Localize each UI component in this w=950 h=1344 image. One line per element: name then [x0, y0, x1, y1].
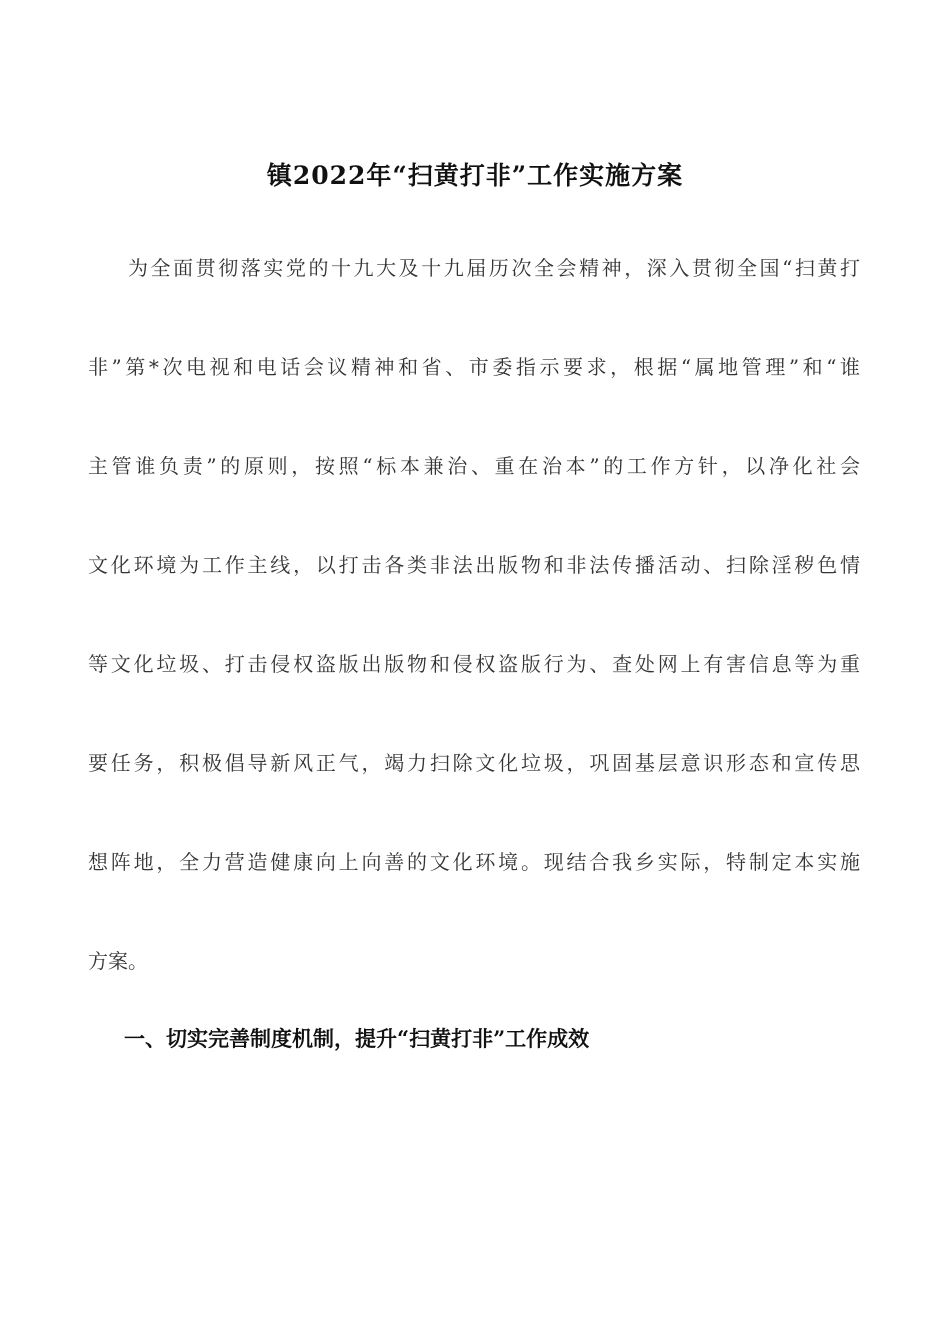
paragraph-line: 等文化垃圾、打击侵权盗版出版物和侵权盗版行为、查处网上有害信息等为重: [88, 652, 860, 676]
paragraph-line: 要任务，积极倡导新风正气，竭力扫除文化垃圾，巩固基层意识形态和宣传思: [88, 751, 860, 775]
paragraph-line: 非”第*次电视和电话会议精神和省、市委指示要求，根据“属地管理”和“谁: [88, 355, 860, 379]
paragraph-line: 为全面贯彻落实党的十九大及十九届历次全会精神，深入贯彻全国“扫黄打: [128, 256, 860, 280]
section-heading: 一、切实完善制度机制，提升“扫黄打非”工作成效: [124, 1026, 590, 1051]
document-title: 镇2022年“扫黄打非”工作实施方案: [266, 161, 684, 190]
paragraph-line: 文化环境为工作主线，以打击各类非法出版物和非法传播活动、扫除淫秽色情: [88, 553, 860, 577]
paragraph-line: 方案。: [88, 949, 148, 973]
paragraph-line: 主管谁负责”的原则，按照“标本兼治、重在治本”的工作方针，以净化社会: [88, 454, 860, 478]
paragraph-line: 想阵地，全力营造健康向上向善的文化环境。现结合我乡实际，特制定本实施: [88, 850, 860, 874]
